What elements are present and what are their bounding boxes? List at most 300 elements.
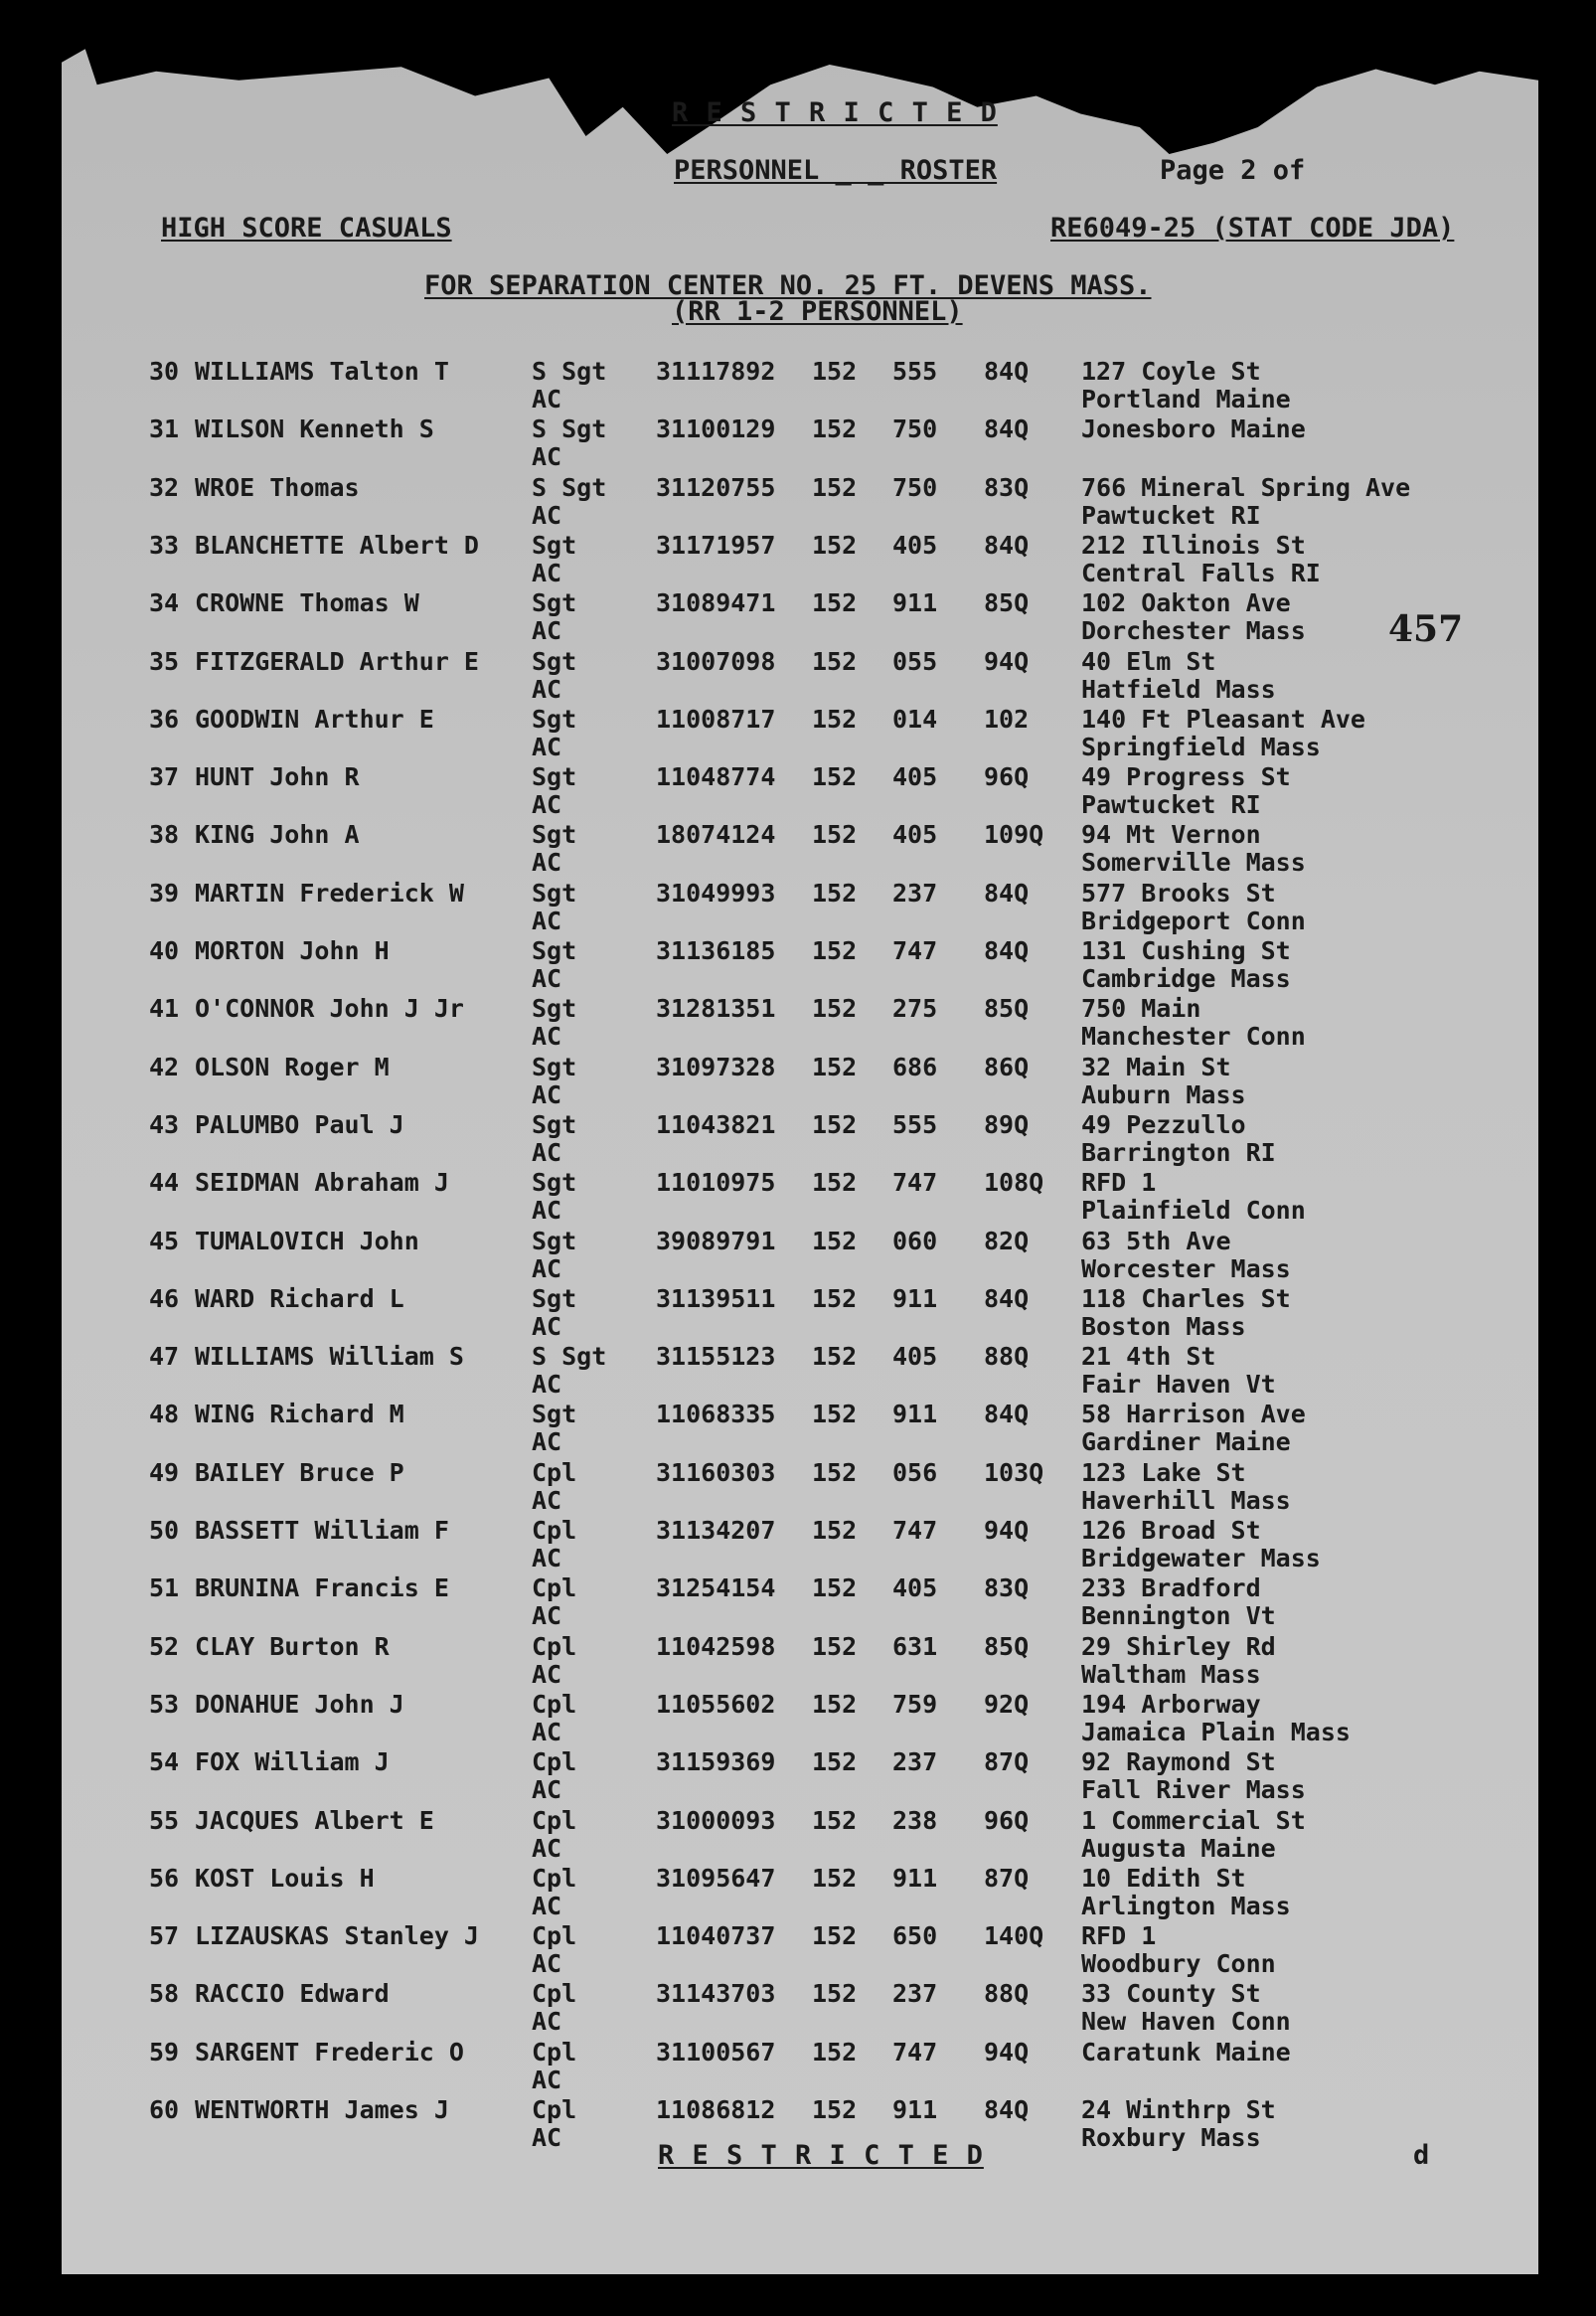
rank: Sgt xyxy=(532,878,577,908)
rank: Sgt xyxy=(532,530,577,560)
person-name: BASSETT William F xyxy=(195,1516,449,1545)
rank: Sgt xyxy=(532,1226,577,1255)
address-line-2: Waltham Mass xyxy=(1081,1659,1261,1689)
serial-number: 11043821 xyxy=(656,1109,776,1139)
code-1: 152 xyxy=(812,1052,858,1081)
address-line-2: Fair Haven Vt xyxy=(1081,1370,1276,1400)
code-2: 238 xyxy=(892,1805,938,1835)
person-name: O'CONNOR John J Jr xyxy=(195,994,464,1024)
address-line-2: Roxbury Mass xyxy=(1081,2123,1261,2152)
address-line-1: 33 County St xyxy=(1081,1979,1261,2009)
address-line-2: Manchester Conn xyxy=(1081,1022,1306,1052)
code-3: 85Q xyxy=(984,588,1030,618)
branch: AC xyxy=(532,2123,562,2152)
code-2: 060 xyxy=(892,1226,938,1255)
branch: AC xyxy=(532,385,562,414)
code-2: 405 xyxy=(892,820,938,850)
stamp-number: 457 xyxy=(1388,608,1464,650)
branch: AC xyxy=(532,1137,562,1167)
row-number: 52 xyxy=(149,1631,180,1661)
row-number: 34 xyxy=(149,588,180,618)
code-3: 84Q xyxy=(984,878,1030,908)
row-number: 41 xyxy=(149,994,180,1024)
person-name: BRUNINA Francis E xyxy=(195,1573,449,1603)
code-1: 152 xyxy=(812,1805,858,1835)
branch: AC xyxy=(532,1891,562,1920)
person-name: DONAHUE John J xyxy=(195,1689,404,1719)
address-line-2: Cambridge Mass xyxy=(1081,964,1291,993)
person-name: BLANCHETTE Albert D xyxy=(195,530,479,560)
code-1: 152 xyxy=(812,646,858,676)
code-1: 152 xyxy=(812,1747,858,1777)
separation-center: FOR SEPARATION CENTER NO. 25 FT. DEVENS MASS. xyxy=(424,270,1152,301)
code-3: 83Q xyxy=(984,472,1030,502)
rank: S Sgt xyxy=(532,472,607,502)
address-line-2: Springfield Mass xyxy=(1081,732,1321,761)
address-line-2: Haverhill Mass xyxy=(1081,1485,1291,1515)
restricted-header: R E S T R I C T E D xyxy=(672,97,998,128)
address-line-2: Bridgewater Mass xyxy=(1081,1544,1321,1572)
person-name: LIZAUSKAS Stanley J xyxy=(195,1921,479,1951)
serial-number: 11008717 xyxy=(656,704,776,734)
person-name: GOODWIN Arthur E xyxy=(195,704,434,734)
person-name: MORTON John H xyxy=(195,936,390,965)
serial-number: 11055602 xyxy=(656,1689,776,1719)
code-3: 88Q xyxy=(984,1979,1030,2009)
code-2: 686 xyxy=(892,1052,938,1081)
code-3: 109Q xyxy=(984,820,1044,850)
serial-number: 31097328 xyxy=(656,1052,776,1081)
address-line-2: Dorchester Mass xyxy=(1081,616,1306,646)
code-3: 94Q xyxy=(984,2037,1030,2067)
code-2: 555 xyxy=(892,357,938,386)
row-number: 39 xyxy=(149,878,180,908)
serial-number: 11086812 xyxy=(656,2095,776,2124)
address-line-1: 194 Arborway xyxy=(1081,1689,1261,1719)
branch: AC xyxy=(532,1949,562,1979)
code-1: 152 xyxy=(812,1689,858,1719)
serial-number: 31159369 xyxy=(656,1747,776,1777)
branch: AC xyxy=(532,558,562,587)
row-number: 50 xyxy=(149,1516,180,1545)
row-number: 37 xyxy=(149,762,180,792)
serial-number: 31155123 xyxy=(656,1342,776,1372)
code-2: 631 xyxy=(892,1631,938,1661)
row-number: 43 xyxy=(149,1109,180,1139)
code-3: 87Q xyxy=(984,1863,1030,1893)
address-line-1: 577 Brooks St xyxy=(1081,878,1276,908)
address-line-1: 212 Illinois St xyxy=(1081,530,1306,560)
code-2: 747 xyxy=(892,1516,938,1545)
branch: AC xyxy=(532,1659,562,1689)
branch: AC xyxy=(532,1775,562,1805)
rank: Cpl xyxy=(532,1805,577,1835)
person-name: CLAY Burton R xyxy=(195,1631,390,1661)
address-line-1: 24 Winthrp St xyxy=(1081,2095,1276,2124)
code-1: 152 xyxy=(812,1109,858,1139)
serial-number: 31139511 xyxy=(656,1283,776,1313)
address-line-2: Auburn Mass xyxy=(1081,1079,1246,1109)
code-1: 152 xyxy=(812,1283,858,1313)
address-line-1: Caratunk Maine xyxy=(1081,2037,1291,2067)
rank: Sgt xyxy=(532,994,577,1024)
address-line-1: 123 Lake St xyxy=(1081,1457,1246,1487)
rank: Sgt xyxy=(532,1283,577,1313)
branch: AC xyxy=(532,1022,562,1052)
branch: AC xyxy=(532,790,562,820)
branch: AC xyxy=(532,732,562,761)
restricted-footer: R E S T R I C T E D xyxy=(658,2140,984,2171)
rank: S Sgt xyxy=(532,414,607,444)
code-3: 82Q xyxy=(984,1226,1030,1255)
code-3: 94Q xyxy=(984,1516,1030,1545)
roster-title: PERSONNEL _ _ ROSTER xyxy=(674,155,998,186)
address-line-2: Pawtucket RI xyxy=(1081,500,1261,530)
rank: Sgt xyxy=(532,704,577,734)
serial-number: 11068335 xyxy=(656,1400,776,1429)
rank: Cpl xyxy=(532,1516,577,1545)
address-line-2: Arlington Mass xyxy=(1081,1891,1291,1920)
address-line-2: Woodbury Conn xyxy=(1081,1949,1276,1979)
row-number: 48 xyxy=(149,1400,180,1429)
code-1: 152 xyxy=(812,1168,858,1198)
address-line-1: 1 Commercial St xyxy=(1081,1805,1306,1835)
serial-number: 31007098 xyxy=(656,646,776,676)
code-3: 84Q xyxy=(984,530,1030,560)
row-number: 58 xyxy=(149,1979,180,2009)
personnel-subtitle: (RR 1-2 PERSONNEL) xyxy=(672,296,963,327)
address-line-1: 49 Progress St xyxy=(1081,762,1291,792)
address-line-1: 140 Ft Pleasant Ave xyxy=(1081,704,1365,734)
serial-number: 11048774 xyxy=(656,762,776,792)
address-line-1: 32 Main St xyxy=(1081,1052,1231,1081)
row-number: 45 xyxy=(149,1226,180,1255)
code-3: 140Q xyxy=(984,1921,1044,1951)
person-name: SEIDMAN Abraham J xyxy=(195,1168,449,1198)
address-line-2: Plainfield Conn xyxy=(1081,1196,1306,1226)
code-2: 911 xyxy=(892,1283,938,1313)
code-1: 152 xyxy=(812,1631,858,1661)
address-line-1: 766 Mineral Spring Ave xyxy=(1081,472,1411,502)
code-2: 747 xyxy=(892,2037,938,2067)
code-1: 152 xyxy=(812,1400,858,1429)
code-2: 237 xyxy=(892,1747,938,1777)
address-line-1: 21 4th St xyxy=(1081,1342,1216,1372)
code-1: 152 xyxy=(812,1457,858,1487)
person-name: WILLIAMS William S xyxy=(195,1342,464,1372)
row-number: 35 xyxy=(149,646,180,676)
serial-number: 18074124 xyxy=(656,820,776,850)
row-number: 30 xyxy=(149,357,180,386)
code-3: 84Q xyxy=(984,1283,1030,1313)
rank: S Sgt xyxy=(532,1342,607,1372)
code-2: 405 xyxy=(892,762,938,792)
row-number: 33 xyxy=(149,530,180,560)
code-3: 85Q xyxy=(984,1631,1030,1661)
serial-number: 31089471 xyxy=(656,588,776,618)
rank: Cpl xyxy=(532,2037,577,2067)
address-line-2: Fall River Mass xyxy=(1081,1775,1306,1805)
row-number: 36 xyxy=(149,704,180,734)
group-title: HIGH SCORE CASUALS xyxy=(161,213,452,244)
code-2: 747 xyxy=(892,1168,938,1198)
address-line-1: 118 Charles St xyxy=(1081,1283,1291,1313)
branch: AC xyxy=(532,500,562,530)
code-3: 103Q xyxy=(984,1457,1044,1487)
code-1: 152 xyxy=(812,704,858,734)
code-2: 555 xyxy=(892,1109,938,1139)
person-name: WILSON Kenneth S xyxy=(195,414,434,444)
address-line-1: RFD 1 xyxy=(1081,1168,1157,1198)
code-2: 911 xyxy=(892,2095,938,2124)
row-number: 42 xyxy=(149,1052,180,1081)
address-line-2: Bridgeport Conn xyxy=(1081,906,1306,935)
code-1: 152 xyxy=(812,1979,858,2009)
rank: Sgt xyxy=(532,588,577,618)
code-2: 055 xyxy=(892,646,938,676)
branch: AC xyxy=(532,848,562,878)
report-code: RE6049-25 (STAT CODE JDA) xyxy=(1050,213,1455,244)
code-3: 102 xyxy=(984,704,1030,734)
serial-number: 31171957 xyxy=(656,530,776,560)
code-1: 152 xyxy=(812,878,858,908)
row-number: 57 xyxy=(149,1921,180,1951)
address-line-2: Worcester Mass xyxy=(1081,1253,1291,1283)
code-2: 056 xyxy=(892,1457,938,1487)
code-1: 152 xyxy=(812,1226,858,1255)
address-line-1: 94 Mt Vernon xyxy=(1081,820,1261,850)
address-line-1: 131 Cushing St xyxy=(1081,936,1291,965)
address-line-1: 102 Oakton Ave xyxy=(1081,588,1291,618)
rank: Sgt xyxy=(532,646,577,676)
branch: AC xyxy=(532,1427,562,1457)
serial-number: 31117892 xyxy=(656,357,776,386)
address-line-1: 127 Coyle St xyxy=(1081,357,1261,386)
code-1: 152 xyxy=(812,1342,858,1372)
address-line-2: Gardiner Maine xyxy=(1081,1427,1291,1457)
serial-number: 31000093 xyxy=(656,1805,776,1835)
rank: Sgt xyxy=(532,1109,577,1139)
branch: AC xyxy=(532,442,562,472)
person-name: SARGENT Frederic O xyxy=(195,2037,464,2067)
person-name: FITZGERALD Arthur E xyxy=(195,646,479,676)
branch: AC xyxy=(532,674,562,704)
address-line-1: RFD 1 xyxy=(1081,1921,1157,1951)
address-line-1: 63 5th Ave xyxy=(1081,1226,1231,1255)
code-2: 750 xyxy=(892,414,938,444)
person-name: TUMALOVICH John xyxy=(195,1226,419,1255)
address-line-1: 49 Pezzullo xyxy=(1081,1109,1246,1139)
address-line-2: Bennington Vt xyxy=(1081,1601,1276,1631)
branch: AC xyxy=(532,616,562,646)
address-line-1: Jonesboro Maine xyxy=(1081,414,1306,444)
code-1: 152 xyxy=(812,472,858,502)
rank: Sgt xyxy=(532,936,577,965)
address-line-1: 126 Broad St xyxy=(1081,1516,1261,1545)
address-line-1: 233 Bradford xyxy=(1081,1573,1261,1603)
row-number: 31 xyxy=(149,414,180,444)
code-2: 405 xyxy=(892,1342,938,1372)
serial-number: 31134207 xyxy=(656,1516,776,1545)
address-line-2: Jamaica Plain Mass xyxy=(1081,1717,1351,1746)
branch: AC xyxy=(532,1311,562,1341)
rank: Sgt xyxy=(532,762,577,792)
address-line-1: 29 Shirley Rd xyxy=(1081,1631,1276,1661)
serial-number: 31100567 xyxy=(656,2037,776,2067)
code-2: 014 xyxy=(892,704,938,734)
person-name: WENTWORTH James J xyxy=(195,2095,449,2124)
rank: Sgt xyxy=(532,1168,577,1198)
rank: Cpl xyxy=(532,1979,577,2009)
branch: AC xyxy=(532,2065,562,2094)
branch: AC xyxy=(532,906,562,935)
code-2: 405 xyxy=(892,1573,938,1603)
code-1: 152 xyxy=(812,936,858,965)
person-name: CROWNE Thomas W xyxy=(195,588,419,618)
rank: Cpl xyxy=(532,1457,577,1487)
code-1: 152 xyxy=(812,1863,858,1893)
row-number: 51 xyxy=(149,1573,180,1603)
code-1: 152 xyxy=(812,588,858,618)
code-3: 84Q xyxy=(984,2095,1030,2124)
serial-number: 31160303 xyxy=(656,1457,776,1487)
address-line-2: Portland Maine xyxy=(1081,385,1291,414)
rank: Sgt xyxy=(532,1052,577,1081)
rank: Cpl xyxy=(532,1631,577,1661)
branch: AC xyxy=(532,1601,562,1631)
code-2: 405 xyxy=(892,530,938,560)
row-number: 59 xyxy=(149,2037,180,2067)
address-line-1: 40 Elm St xyxy=(1081,646,1216,676)
row-number: 54 xyxy=(149,1747,180,1777)
address-line-2: Hatfield Mass xyxy=(1081,674,1276,704)
person-name: FOX William J xyxy=(195,1747,390,1777)
code-2: 911 xyxy=(892,588,938,618)
code-3: 83Q xyxy=(984,1573,1030,1603)
rank: Cpl xyxy=(532,1921,577,1951)
person-name: WARD Richard L xyxy=(195,1283,404,1313)
row-number: 32 xyxy=(149,472,180,502)
address-line-2: Barrington RI xyxy=(1081,1137,1276,1167)
branch: AC xyxy=(532,1485,562,1515)
rank: Cpl xyxy=(532,1689,577,1719)
rank: Cpl xyxy=(532,1747,577,1777)
address-line-1: 10 Edith St xyxy=(1081,1863,1246,1893)
code-1: 152 xyxy=(812,820,858,850)
rank: Cpl xyxy=(532,2095,577,2124)
address-line-2: Somerville Mass xyxy=(1081,848,1306,878)
person-name: WING Richard M xyxy=(195,1400,404,1429)
address-line-2: Boston Mass xyxy=(1081,1311,1246,1341)
code-2: 237 xyxy=(892,1979,938,2009)
code-3: 84Q xyxy=(984,1400,1030,1429)
person-name: WROE Thomas xyxy=(195,472,360,502)
code-1: 152 xyxy=(812,414,858,444)
code-2: 911 xyxy=(892,1400,938,1429)
code-2: 750 xyxy=(892,472,938,502)
code-3: 89Q xyxy=(984,1109,1030,1139)
branch: AC xyxy=(532,1196,562,1226)
serial-number: 31049993 xyxy=(656,878,776,908)
code-2: 747 xyxy=(892,936,938,965)
address-line-2: Pawtucket RI xyxy=(1081,790,1261,820)
code-1: 152 xyxy=(812,1921,858,1951)
row-number: 47 xyxy=(149,1342,180,1372)
code-2: 911 xyxy=(892,1863,938,1893)
address-line-1: 750 Main xyxy=(1081,994,1201,1024)
address-line-1: 58 Harrison Ave xyxy=(1081,1400,1306,1429)
branch: AC xyxy=(532,1544,562,1572)
branch: AC xyxy=(532,964,562,993)
row-number: 55 xyxy=(149,1805,180,1835)
person-name: BAILEY Bruce P xyxy=(195,1457,404,1487)
page-number: Page 2 of xyxy=(1160,155,1306,186)
code-3: 108Q xyxy=(984,1168,1044,1198)
row-number: 60 xyxy=(149,2095,180,2124)
rank: Sgt xyxy=(532,1400,577,1429)
branch: AC xyxy=(532,1370,562,1400)
code-3: 92Q xyxy=(984,1689,1030,1719)
row-number: 40 xyxy=(149,936,180,965)
code-1: 152 xyxy=(812,530,858,560)
rank: S Sgt xyxy=(532,357,607,386)
person-name: KING John A xyxy=(195,820,360,850)
code-1: 152 xyxy=(812,357,858,386)
serial-number: 31136185 xyxy=(656,936,776,965)
person-name: JACQUES Albert E xyxy=(195,1805,434,1835)
serial-number: 31281351 xyxy=(656,994,776,1024)
address-line-1: 92 Raymond St xyxy=(1081,1747,1276,1777)
row-number: 53 xyxy=(149,1689,180,1719)
code-1: 152 xyxy=(812,1573,858,1603)
code-3: 86Q xyxy=(984,1052,1030,1081)
person-name: WILLIAMS Talton T xyxy=(195,357,449,386)
branch: AC xyxy=(532,1079,562,1109)
branch: AC xyxy=(532,1253,562,1283)
code-1: 152 xyxy=(812,762,858,792)
code-1: 152 xyxy=(812,1516,858,1545)
code-1: 152 xyxy=(812,994,858,1024)
code-1: 152 xyxy=(812,2095,858,2124)
serial-number: 11040737 xyxy=(656,1921,776,1951)
person-name: PALUMBO Paul J xyxy=(195,1109,404,1139)
serial-number: 39089791 xyxy=(656,1226,776,1255)
code-3: 96Q xyxy=(984,762,1030,792)
footer-mark: d xyxy=(1413,2140,1430,2171)
address-line-2: New Haven Conn xyxy=(1081,2007,1291,2037)
code-3: 85Q xyxy=(984,994,1030,1024)
person-name: HUNT John R xyxy=(195,762,360,792)
person-name: RACCIO Edward xyxy=(195,1979,390,2009)
code-3: 84Q xyxy=(984,414,1030,444)
serial-number: 31095647 xyxy=(656,1863,776,1893)
code-3: 84Q xyxy=(984,357,1030,386)
serial-number: 31120755 xyxy=(656,472,776,502)
serial-number: 31143703 xyxy=(656,1979,776,2009)
code-2: 237 xyxy=(892,878,938,908)
row-number: 44 xyxy=(149,1168,180,1198)
rank: Cpl xyxy=(532,1573,577,1603)
code-3: 87Q xyxy=(984,1747,1030,1777)
row-number: 56 xyxy=(149,1863,180,1893)
serial-number: 11010975 xyxy=(656,1168,776,1198)
code-1: 152 xyxy=(812,2037,858,2067)
person-name: OLSON Roger M xyxy=(195,1052,390,1081)
serial-number: 11042598 xyxy=(656,1631,776,1661)
code-2: 275 xyxy=(892,994,938,1024)
code-2: 759 xyxy=(892,1689,938,1719)
rank: Sgt xyxy=(532,820,577,850)
